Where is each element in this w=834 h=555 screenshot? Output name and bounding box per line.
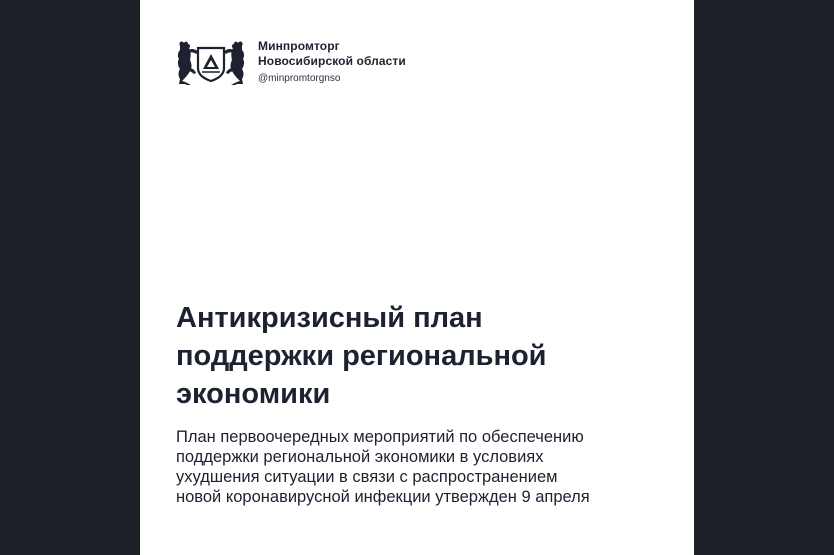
description-line: новой коронавирусной инфекции утвержден 9 апреля (176, 488, 590, 506)
headline-line: поддержки региональной (176, 340, 547, 372)
coat-of-arms-icon (176, 38, 246, 86)
brand-name-line2: Новосибирской области (258, 53, 406, 68)
headline-line: Антикризисный план (176, 302, 483, 334)
brand-name-line1: Минпромторг (258, 38, 340, 53)
brand-handle[interactable]: @minpromtorgnso (258, 72, 341, 84)
description-line: ухудшения ситуации в связи с распространением (176, 468, 558, 486)
post-card (140, 0, 694, 555)
headline-line: экономики (176, 378, 331, 410)
description-line: поддержки региональной экономики в условиях (176, 448, 544, 466)
description (176, 427, 686, 507)
headline (176, 299, 676, 413)
description-line: План первоочередных мероприятий по обеспечению (176, 428, 584, 446)
brand-header (176, 38, 406, 86)
brand-text (258, 39, 406, 86)
